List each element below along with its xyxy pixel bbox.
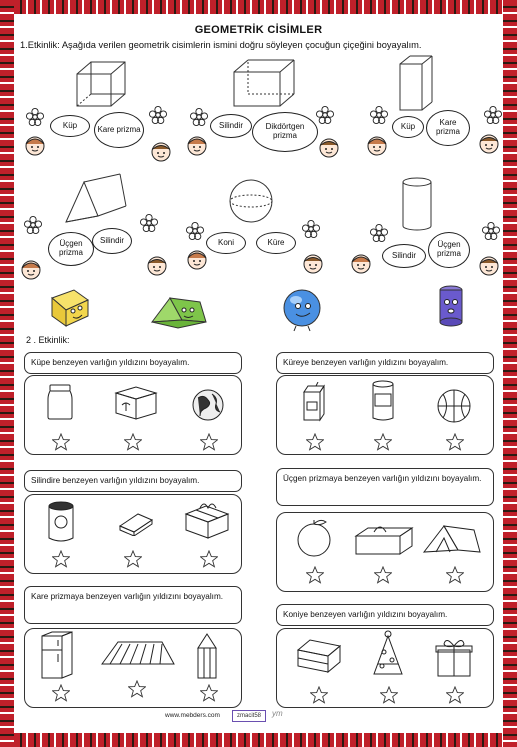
boy-face-icon (318, 136, 340, 158)
roof-icon (100, 636, 176, 670)
footer-tag: zmacit58 (232, 710, 266, 722)
boy-face-icon (146, 254, 168, 276)
star-icon[interactable] (306, 433, 324, 451)
cylinder-task-label: Silindire benzeyen varlığın yıldızını boyayalım. (24, 470, 242, 492)
juice-box-icon (300, 382, 328, 422)
triangular-prism-shape-icon (64, 172, 128, 226)
square-prism-shape-icon (398, 54, 434, 112)
star-icon[interactable] (124, 550, 142, 568)
speech-bubble: Silindir (92, 228, 132, 254)
speech-bubble: Silindir (382, 244, 426, 268)
decorative-border-top (0, 0, 517, 14)
star-icon[interactable] (128, 680, 146, 698)
basketball-icon (436, 388, 472, 424)
flower-icon[interactable] (370, 224, 388, 242)
cylinder-character-icon (436, 284, 466, 332)
star-icon[interactable] (52, 684, 70, 702)
flower-icon[interactable] (186, 222, 204, 240)
speech-bubble: Küp (50, 115, 90, 137)
cylinder-shape-icon (400, 176, 434, 232)
box-icon (114, 383, 158, 421)
girl-face-icon (366, 134, 388, 156)
gift-box-icon (184, 500, 230, 540)
flower-icon[interactable] (190, 108, 208, 126)
square-prism-task-label: Kare prizmaya benzeyen varlığın yıldızını boyayalım. (24, 586, 242, 624)
boy-face-icon (150, 140, 172, 162)
jar-icon (46, 383, 74, 421)
decorative-border-left (0, 0, 14, 747)
flower-icon[interactable] (24, 216, 42, 234)
triangular-prism-character-icon (148, 292, 208, 332)
decorative-border-bottom (0, 733, 517, 747)
fridge-icon (38, 630, 74, 680)
rect-prism-shape-icon (232, 58, 296, 108)
flower-icon[interactable] (302, 220, 320, 238)
activity2-heading: 2 . Etkinlik: (26, 335, 70, 345)
star-icon[interactable] (446, 566, 464, 584)
star-icon[interactable] (310, 686, 328, 704)
speech-bubble: Küre (256, 232, 296, 254)
girl-face-icon (20, 258, 42, 280)
flower-icon[interactable] (26, 108, 44, 126)
star-icon[interactable] (200, 684, 218, 702)
tissue-box-icon (354, 524, 414, 556)
decorative-border-right (503, 0, 517, 747)
star-icon[interactable] (446, 686, 464, 704)
triangular-prism-task-label: Üçgen prizmaya benzeyen varlığın yıldızını boyayalım. (276, 468, 494, 506)
sphere-shape-icon (226, 178, 276, 224)
cube-character-icon (46, 284, 92, 330)
activity1-instruction: 1.Etkinlik: Aşağıda verilen geometrik cisimlerin ismini doğru söyleyen çocuğun çiçeğini boyayalım. (20, 40, 422, 50)
speech-bubble: Üçgen prizma (428, 232, 470, 268)
girl-face-icon (24, 134, 46, 156)
star-icon[interactable] (124, 433, 142, 451)
girl-face-icon (350, 252, 372, 274)
boy-face-icon (478, 132, 500, 154)
sphere-character-icon (280, 286, 324, 332)
star-icon[interactable] (52, 550, 70, 568)
party-hat-icon (370, 630, 406, 680)
star-icon[interactable] (52, 433, 70, 451)
footer-logo: ym (272, 709, 283, 718)
speech-bubble: Koni (206, 232, 246, 254)
speech-bubble: Kare prizma (94, 112, 144, 148)
speech-bubble: Kare prizma (426, 110, 470, 146)
star-icon[interactable] (446, 433, 464, 451)
star-icon[interactable] (306, 566, 324, 584)
present-icon (434, 636, 474, 678)
speech-bubble: Silindir (210, 114, 252, 138)
star-icon[interactable] (200, 433, 218, 451)
star-icon[interactable] (200, 550, 218, 568)
page-title: GEOMETRİK CİSİMLER (194, 24, 323, 36)
footer-site: www.mebders.com (165, 712, 220, 719)
girl-face-icon (186, 134, 208, 156)
flower-icon[interactable] (140, 214, 158, 232)
can-icon (370, 380, 396, 422)
cone-task-label: Koniye benzeyen varlığın yıldızını boyayalım. (276, 604, 494, 626)
boy-face-icon (478, 254, 500, 276)
girl-face-icon (186, 248, 208, 270)
speech-bubble: Küp (392, 116, 424, 138)
cube-task-label: Küpe benzeyen varlığın yıldızını boyayalım. (24, 352, 242, 374)
flower-icon[interactable] (482, 222, 500, 240)
star-icon[interactable] (374, 433, 392, 451)
star-icon[interactable] (374, 566, 392, 584)
speech-bubble: Üçgen prizma (48, 232, 94, 266)
pencil-icon (196, 632, 218, 680)
cube-shape-icon (75, 60, 127, 108)
flower-icon[interactable] (149, 106, 167, 124)
tin-can-icon (46, 500, 76, 544)
flower-icon[interactable] (484, 106, 502, 124)
globe-icon (190, 388, 226, 422)
eraser-block-icon (296, 636, 342, 676)
star-icon[interactable] (380, 686, 398, 704)
tent-icon (422, 522, 482, 556)
eraser-icon (118, 510, 154, 536)
speech-bubble: Dikdörtgen prizma (252, 112, 318, 152)
sphere-task-label: Küreye benzeyen varlığın yıldızını boyayalım. (276, 352, 494, 374)
flower-icon[interactable] (370, 106, 388, 124)
flower-icon[interactable] (316, 106, 334, 124)
orange-icon (294, 518, 334, 558)
boy-face-icon (302, 252, 324, 274)
